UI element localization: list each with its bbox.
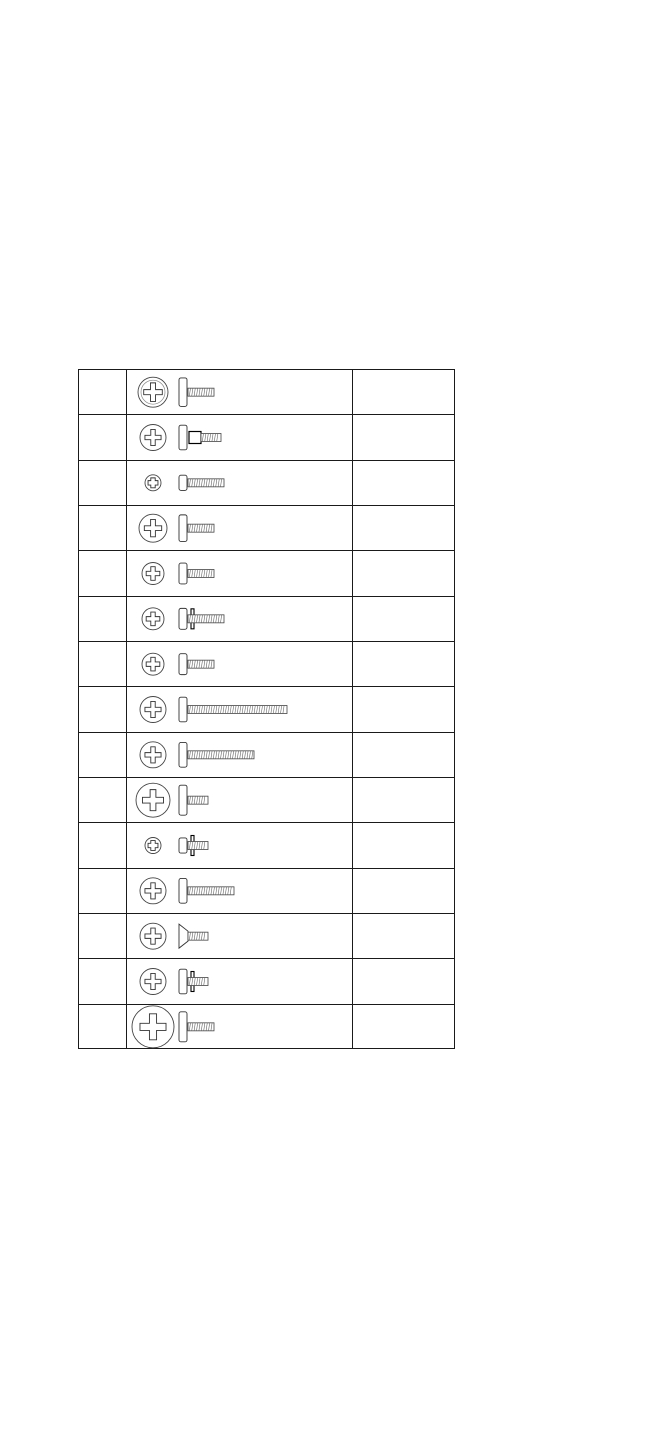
screw-side-icon bbox=[179, 697, 287, 722]
table-row bbox=[140, 742, 254, 768]
screw-side-icon bbox=[179, 654, 214, 675]
screw-side-icon bbox=[179, 742, 254, 767]
table-row bbox=[132, 1006, 214, 1048]
table-row bbox=[142, 608, 224, 630]
screw-head-icon bbox=[145, 475, 161, 491]
square-nut-icon bbox=[189, 432, 201, 444]
table-row bbox=[142, 653, 214, 675]
screw-side-icon bbox=[179, 475, 224, 490]
screw-side-icon bbox=[179, 785, 208, 815]
screw-side-icon bbox=[179, 836, 208, 856]
table-row bbox=[140, 697, 287, 723]
table-row bbox=[145, 475, 224, 491]
screw-side-icon bbox=[179, 378, 214, 407]
screw-side-icon bbox=[179, 515, 214, 542]
table-row bbox=[145, 836, 208, 856]
screw-side-icon bbox=[179, 1012, 214, 1042]
screw-head-icon bbox=[145, 838, 161, 854]
screw-head-icon bbox=[140, 425, 166, 451]
table-row bbox=[139, 514, 214, 542]
table-row bbox=[142, 563, 214, 585]
screw-head-icon bbox=[140, 923, 166, 949]
screw-head-icon bbox=[140, 697, 166, 723]
screw-side-icon bbox=[179, 924, 208, 948]
table-row bbox=[140, 878, 234, 904]
screw-side-icon bbox=[179, 608, 224, 629]
table-rows bbox=[132, 377, 287, 1048]
screw-side-icon bbox=[179, 878, 234, 903]
table-row bbox=[140, 425, 221, 451]
screw-head-icon bbox=[142, 653, 164, 675]
screw-head-icon bbox=[142, 608, 164, 630]
screw-head-icon bbox=[142, 563, 164, 585]
screw-head-icon bbox=[140, 969, 166, 995]
table-row bbox=[136, 783, 208, 817]
screw-head-icon bbox=[136, 783, 170, 817]
screw-head-icon bbox=[140, 878, 166, 904]
screw-side-icon bbox=[179, 563, 214, 584]
screw-head-icon bbox=[140, 742, 166, 768]
screw-head-icon bbox=[139, 514, 167, 542]
screw-side-icon bbox=[179, 969, 208, 994]
table-row bbox=[140, 923, 208, 949]
screw-side-icon bbox=[179, 425, 221, 450]
table-row bbox=[138, 377, 214, 407]
screw-head-icon bbox=[138, 377, 168, 407]
screw-parts-table bbox=[78, 369, 455, 1049]
screw-head-icon bbox=[132, 1006, 174, 1048]
table-row bbox=[140, 969, 208, 995]
